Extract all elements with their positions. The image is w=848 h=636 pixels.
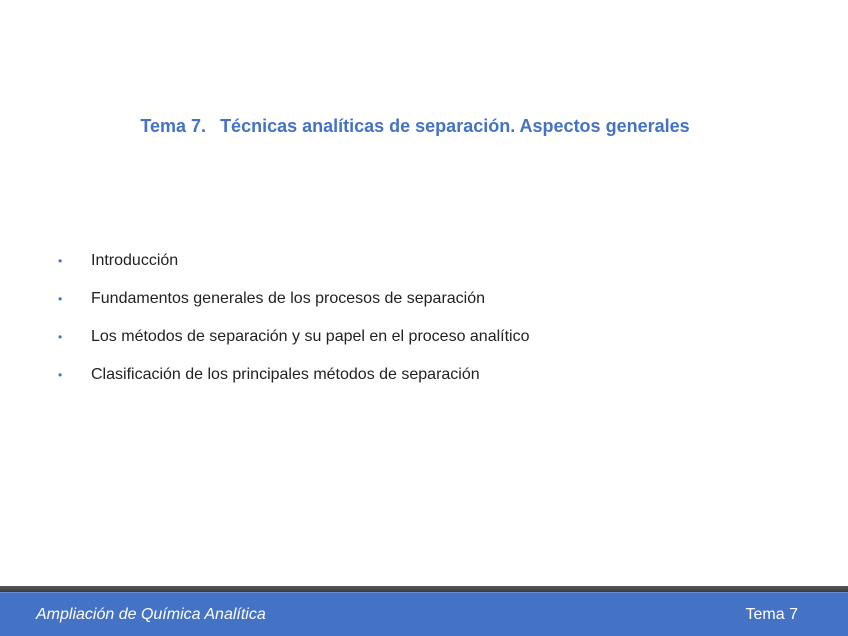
- bullet-text: Fundamentos generales de los procesos de separación: [91, 290, 486, 307]
- bullet-text: Los métodos de separación y su papel en el proceso analítico: [91, 328, 530, 345]
- bullet-text: Clasificación de los principales métodos de separación: [91, 366, 480, 383]
- slide-title-text: Técnicas analíticas de separación. Aspectos generales: [220, 116, 690, 136]
- bullet-text: Introducción: [91, 252, 179, 269]
- footer-course-name: Ampliación de Química Analítica: [36, 606, 266, 623]
- slide-title-number: Tema 7.: [140, 116, 207, 136]
- bullet-icon: •: [58, 368, 63, 382]
- bullet-icon: •: [58, 292, 63, 306]
- footer-bar: [0, 592, 848, 636]
- slide-title: [0, 116, 830, 137]
- bullet-icon: •: [58, 330, 63, 344]
- bullet-icon: •: [58, 254, 63, 268]
- footer-topic-label: Tema 7: [745, 606, 798, 623]
